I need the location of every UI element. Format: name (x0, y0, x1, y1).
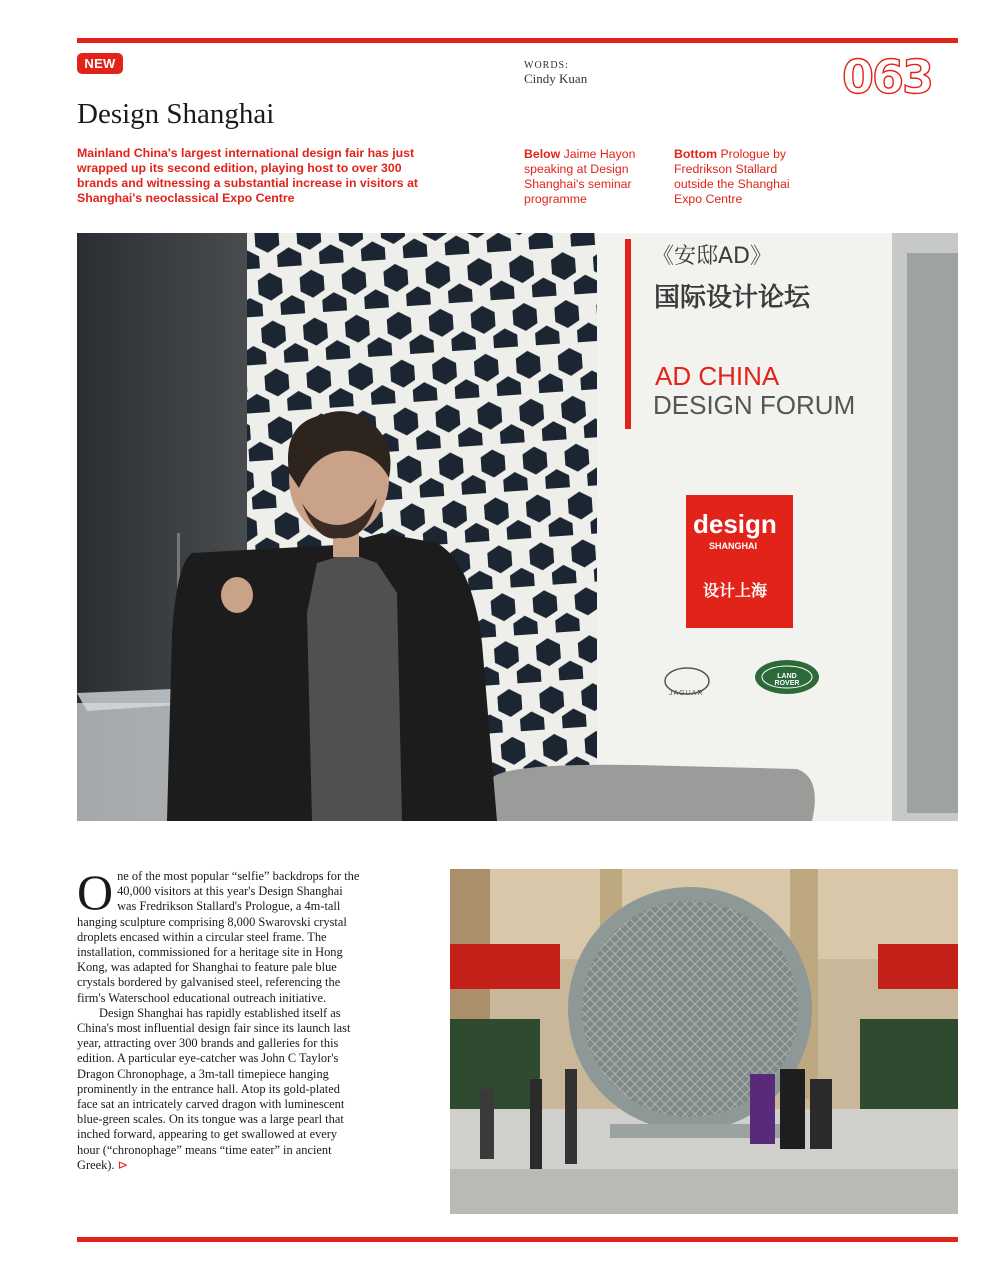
caption-below-label: Below (524, 147, 561, 161)
author-name: Cindy Kuan (524, 71, 588, 86)
caption-below-text: Jaime Hayon speaking at Design Shanghai's seminar programme (524, 147, 636, 206)
paragraph-2 (77, 1006, 362, 1173)
sponsor-jaguar: JAGUAR (669, 690, 704, 697)
design-logo-sub: SHANGHAI (709, 541, 758, 551)
words-label: WORDS: (524, 60, 569, 71)
paragraph-1-text: ne of the most popular “selfie” backdrops for the 40,000 visitors at this year's Design Shanghai was Fredrikson Stallard's Prologue, a 4m-tall hanging sculpture comprising 8,000 Swarovski crystal droplets encased within a circular steel frame. The installation, commissioned for a heritage site in Hong Kong, was adapted for Shanghai to feature pale blue crystals bordered by galvanised steel, referencing the firm's Waterschool educational outreach initiative. (77, 869, 360, 1005)
caption-bottom-label: Bottom (674, 147, 718, 161)
banner-en-1: AD CHINA (655, 361, 780, 391)
new-badge: NEW (77, 53, 123, 74)
sponsor-land-rover: LAND ROVER (774, 673, 800, 687)
top-rule (77, 38, 958, 43)
standfirst: Mainland China's largest international design fair has just wrapped up its second edition, playing host to over 300 brands and witnessing a substantial increase in visitors at Shanghai's neoclassical Expo Centre (77, 146, 418, 205)
banner-cn-2: 国际设计论坛 (654, 283, 811, 313)
caption-below (524, 147, 654, 207)
page-number: 063 (842, 50, 933, 104)
banner-en-2: DESIGN FORUM (653, 390, 856, 420)
drop-cap: O (77, 864, 114, 920)
photo-speaker (77, 233, 958, 821)
design-logo: design (693, 509, 777, 539)
paragraph-1 (77, 864, 362, 1006)
end-mark-icon: ⊳ (117, 1157, 128, 1172)
design-logo-cn: 设计上海 (703, 581, 768, 600)
banner-cn-1: 《安邸AD》 (652, 244, 772, 269)
caption-bottom-text: Prologue by Fredrikson Stallard outside the Shanghai Expo Centre (674, 147, 790, 206)
paragraph-2-text: Design Shanghai has rapidly established itself as China's most influential design fair since its launch last year, attracting over 300 brands and galleries for this edition. A particular eye-catcher was John C Taylor's Dragon Chronophage, a 3m-tall timepiece hanging prominently in the entrance hall. Atop its gold-plated face sat an intricately carved dragon with luminescent blue-green scales. On its tongue was a large pearl that inched forward, appearing to get swallowed at every hour (“chronophage” means “time eater” in ancient Greek). (77, 1005, 351, 1172)
article-title: Design Shanghai (77, 98, 275, 130)
photo-prologue (450, 869, 958, 1214)
article-body (77, 864, 362, 1173)
caption-bottom (674, 147, 804, 207)
bottom-rule (77, 1237, 958, 1242)
